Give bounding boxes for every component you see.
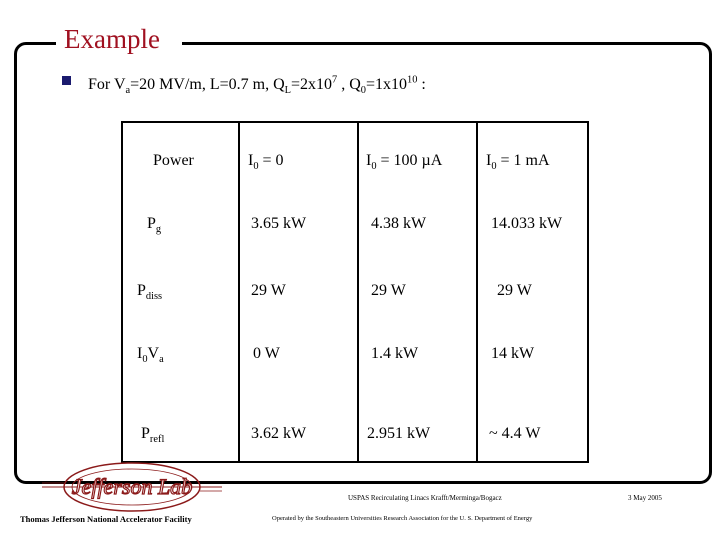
footer-operator: Operated by the Southeastern Universities Research Association for the U. S. Department of Energy — [272, 515, 533, 522]
logo-wordmark: Jefferson Lab — [71, 474, 193, 499]
table-divider — [238, 121, 240, 463]
row-label-prefl: $P_{refl}$ — [141, 425, 165, 446]
header-i0-zero: $I_0 = 0$ — [248, 152, 284, 173]
header-i0-100ua: $I_0 = 100$ µA — [366, 152, 443, 173]
bullet-square-icon — [62, 76, 71, 85]
row-label-pg: $P_g$ — [147, 215, 162, 236]
bullet-text: For $V_a=20$ MV/m, L=0.7 m, $Q_L=2x10^7$ , $Q_0=1x10^{10}$ : — [88, 74, 426, 97]
footer-date: 3 May 2005 — [628, 494, 662, 502]
jefferson-lab-logo — [38, 458, 226, 516]
table-cell: 14.033 kW — [491, 215, 563, 232]
table-cell: 1.4 kW — [371, 345, 419, 362]
table-cell: ~ 4.4 W — [489, 425, 541, 442]
table-cell: 29 W — [371, 282, 406, 299]
table-divider — [357, 121, 359, 463]
table-cell: 4.38 kW — [371, 215, 427, 232]
slide-title: Example — [64, 24, 160, 54]
table-cell: 3.62 kW — [251, 425, 307, 442]
footer-course: USPAS Recirculating Linacs Krafft/Merminga/Bogacz — [348, 494, 502, 502]
table-cell: 14 kW — [491, 345, 535, 362]
table-divider — [476, 121, 478, 463]
row-label-i0va: $I_0V_a$ — [137, 345, 164, 366]
table-cell: 29 W — [251, 282, 286, 299]
header-i0-1ma: $I_0 = 1$ mA — [486, 152, 550, 173]
table-cell: 3.65 kW — [251, 215, 307, 232]
table-cell: 0 W — [253, 345, 280, 362]
row-label-pdiss: $P_{diss}$ — [137, 282, 163, 303]
table-cell: 29 W — [497, 282, 532, 299]
footer-organization: Thomas Jefferson National Accelerator Facility — [20, 514, 192, 524]
table-cell: 2.951 kW — [367, 425, 431, 442]
header-power: Power — [153, 152, 194, 169]
